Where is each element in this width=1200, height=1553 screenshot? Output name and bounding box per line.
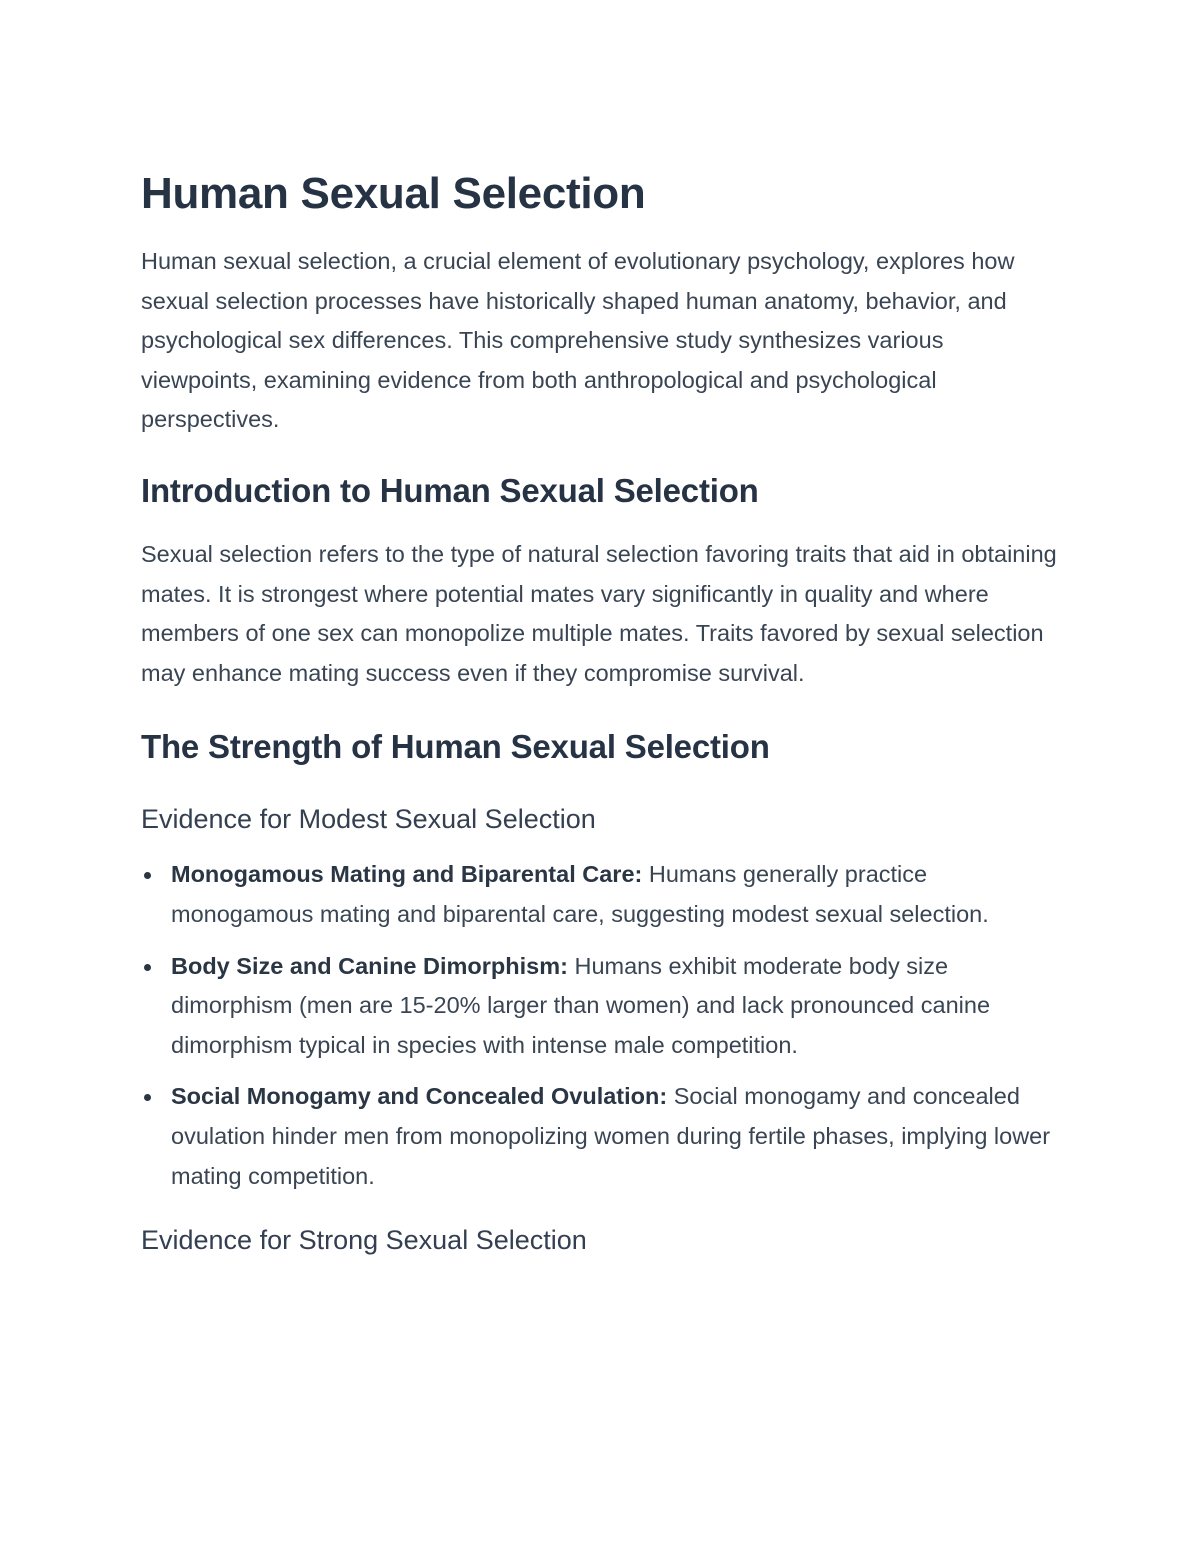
subsection-heading-modest: Evidence for Modest Sexual Selection (141, 804, 596, 835)
list-item (141, 855, 1066, 934)
page-title: Human Sexual Selection (141, 169, 646, 218)
list-item-text: Humans generally practice monogamous mating and biparental care, suggesting modest sexual selection. (171, 861, 989, 927)
section-paragraph-introduction: Sexual selection refers to the type of natural selection favoring traits that aid in obtaining mates. It is strongest where potential mates vary significantly in quality and where members of one sex can monopolize multiple mates. Traits favored by sexual selection may enhance mating success even if they compromise survival. (141, 540, 1057, 686)
bullet-icon (144, 1094, 151, 1101)
list-item-term: Social Monogamy and Concealed Ovulation: (171, 1083, 668, 1110)
list-item (141, 947, 1066, 1066)
list-item-text: Social monogamy and concealed ovulation hinder men from monopolizing women during fertile phases, implying lower mating competition. (171, 1083, 1051, 1189)
bullet-icon (144, 872, 151, 879)
evidence-list-modest (141, 855, 1066, 1196)
list-item-text: Humans exhibit moderate body size dimorphism (men are 15-20% larger than women) and lack pronounced canine dimorphism typical in species with intense male competition. (171, 952, 991, 1058)
bullet-icon (144, 964, 151, 971)
section-heading-strength: The Strength of Human Sexual Selection (141, 728, 770, 766)
list-item-term: Body Size and Canine Dimorphism: (171, 952, 568, 979)
list-item-term: Monogamous Mating and Biparental Care: (171, 861, 643, 888)
intro-paragraph: Human sexual selection, a crucial element of evolutionary psychology, explores how sexual selection processes have historically shaped human anatomy, behavior, and psychological sex differences. This comprehensive study synthesizes various viewpoints, examining evidence from both anthropological and psychological perspectives. (141, 248, 1015, 433)
section-heading-introduction: Introduction to Human Sexual Selection (141, 471, 759, 509)
subsection-heading-strong: Evidence for Strong Sexual Selection (141, 1225, 587, 1256)
document-page (141, 160, 1066, 1262)
list-item (141, 1077, 1066, 1196)
